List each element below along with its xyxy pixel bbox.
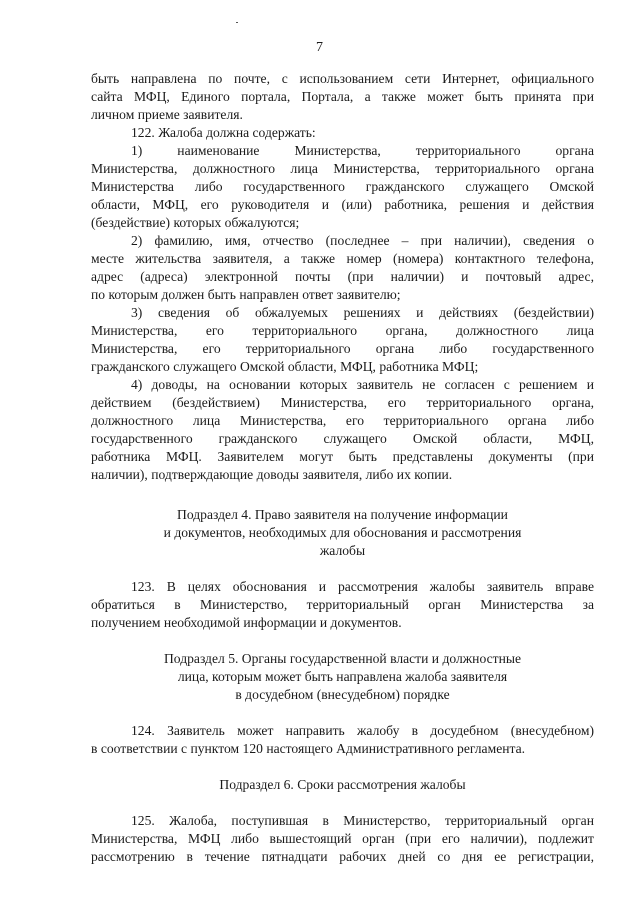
page-number: 7 (316, 40, 323, 55)
text-line: 4) доводы, на основании которых заявитель не согласен с решением и (131, 377, 594, 392)
text-line: Министерства, его территориального органа либо государственного (91, 341, 594, 356)
text-line: по которым должен быть направлен ответ заявителю; (91, 287, 401, 302)
text-line: адрес (адреса) электронной почты (при наличии) и почтовый адрес, (91, 269, 594, 284)
text-line: 1) наименование Министерства, территориального органа (131, 143, 594, 158)
text-line: Министерства либо государственного гражданского служащего Омской (91, 179, 594, 194)
scan-speck (236, 22, 238, 23)
text-line: 123. В целях обоснования и рассмотрения жалобы заявитель вправе (131, 579, 594, 594)
section-heading: и документов, необходимых для обоснования и рассмотрения (163, 525, 522, 540)
text-line: Министерства, должностного лица Министерства, территориального органа (91, 161, 594, 176)
text-line: месте жительства заявителя, а также номер (номера) контактного телефона, (91, 251, 594, 266)
text-line: (бездействие) которых обжалуются; (91, 215, 300, 230)
section-heading: Подраздел 6. Сроки рассмотрения жалобы (219, 777, 466, 792)
text-line: действием (бездействием) Министерства, его территориального органа, (91, 395, 594, 410)
text-line: Министерства, МФЦ либо вышестоящий орган (при его наличии), подлежит (91, 831, 594, 846)
text-line: должностного лица Министерства, его территориального органа либо (91, 413, 594, 428)
section-heading: Подраздел 5. Органы государственной власти и должностные (163, 651, 522, 666)
text-line: личном приеме заявителя. (91, 107, 243, 122)
text-line: в соответствии с пунктом 120 настоящего Административного регламента. (91, 741, 526, 756)
text-line: области, МФЦ, его руководителя и (или) работника, решения и действия (91, 197, 594, 212)
text-line: 125. Жалоба, поступившая в Министерство, территориальный орган (131, 813, 594, 828)
text-line: сайта МФЦ, Единого портала, Портала, а также может быть принята при (91, 89, 594, 104)
section-heading: Подраздел 4. Право заявителя на получение информации (177, 507, 508, 522)
text-line: 2) фамилию, имя, отчество (последнее – при наличии), сведения о (131, 233, 594, 248)
text-line: 122. Жалоба должна содержать: (131, 125, 316, 140)
text-line: 124. Заявитель может направить жалобу в досудебном (внесудебном) (131, 723, 594, 738)
section-heading: в досудебном (внесудебном) порядке (235, 687, 450, 702)
section-heading: лица, которым может быть направлена жалоба заявителя (177, 669, 508, 684)
text-line: гражданского служащего Омской области, МФЦ, работника МФЦ; (91, 359, 479, 374)
text-line: получением необходимой информации и документов. (91, 615, 402, 630)
text-line: 3) сведения об обжалуемых решениях и действиях (бездействии) (131, 305, 594, 320)
text-line: быть направлена по почте, с использованием сети Интернет, официального (91, 71, 594, 86)
text-line: работника МФЦ. Заявителем могут быть представлены документы (при (91, 449, 594, 464)
text-line: государственного гражданского служащего Омской области, МФЦ, (91, 431, 594, 446)
text-line: Министерства, его территориального органа, должностного лица (91, 323, 594, 338)
section-heading: жалобы (319, 543, 366, 558)
text-line: обратиться в Министерство, территориальный орган Министерства за (91, 597, 594, 612)
text-line: наличии), подтверждающие доводы заявителя, либо их копии. (91, 467, 453, 482)
text-line: рассмотрению в течение пятнадцати рабочих дней со дня ее регистрации, (91, 849, 594, 864)
